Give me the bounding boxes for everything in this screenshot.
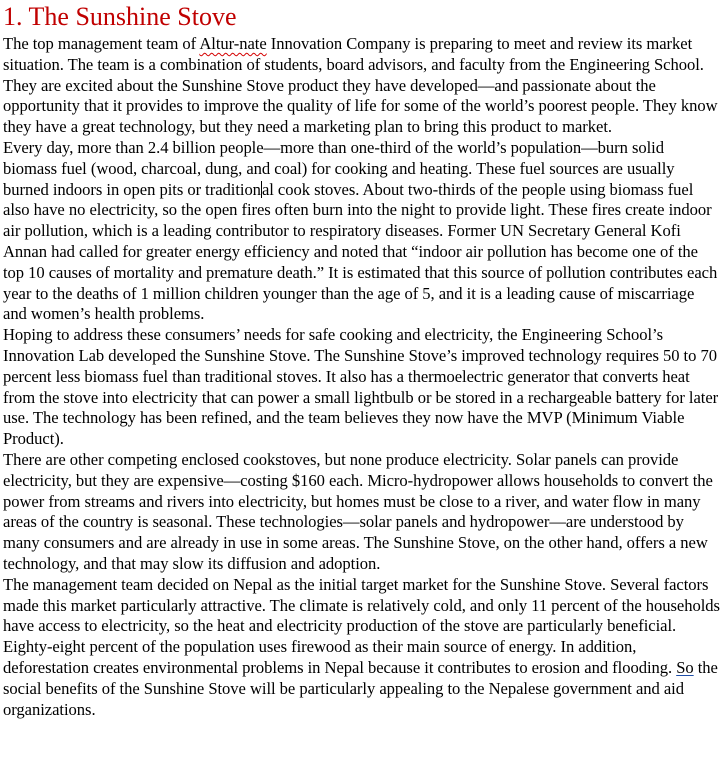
paragraph-nepal-text-start: The management team decided on Nepal as the initial target market for the Sunshine Stove. Several factors made this market particularly attractive. The climate is relatively cold, and only 11 percent of the households have access to electricity, so the heat and electricity production of the stove are particularly beneficial. Eighty-eight percent of the population uses firewood as their main source of energy. In addition, deforestation creates environmental problems in Nepal because it contributes to erosion and flooding. bbox=[3, 574, 720, 677]
paragraph-intro-text-end: Innovation Company is preparing to meet and review its market situation. The team is a combination of students, board advisors, and faculty from the Engineering School. They are excited about the Sunshine Stove product they have developed—and passionate about the opportunity that it provides to improve the quality of life for some of the world’s poorest people. They know they have a great technology, but they need a marketing plan to bring this product to market. bbox=[3, 34, 718, 137]
heading-number: 1. bbox=[3, 2, 23, 31]
section-heading bbox=[3, 2, 721, 34]
heading-title: The Sunshine Stove bbox=[28, 2, 237, 31]
paragraph-innovation-lab-text: Hoping to address these consumers’ needs for safe cooking and electricity, the Engineering School’s Innovation Lab developed the Sunshine Stove. The Sunshine Stove’s improved technology requires 50 to 70 percent less biomass fuel than traditional stoves. It also has a thermoelectric generator that converts heat from the stove into electricity that can power a small lightbulb or be stored in a rechargeable battery for later use. The technology has been refined, and the team believes they now have the MVP (Minimum Viable Product). bbox=[3, 325, 719, 449]
paragraph-biomass-text-start: Every day, more than 2.4 billion people—more than one-third of the world’s population—burn solid biomass fuel (wood, charcoal, dung, and coal) for cooking and heating. These fuel sources are usually burned indoors in open pits or tradition bbox=[3, 137, 675, 199]
paragraph-competition-text: There are other competing enclosed cookstoves, but none produce electricity. Solar panels can provide electricity, but they are expensive—costing $160 each. Micro-hydropower allows households to convert the power from streams and rivers into electricity, but homes must be close to a river, and water flow in many areas of the country is seasonal. These technologies—solar panels and hydropower—are understood by many consumers and are already in use in some areas. The Sunshine Stove, on the other hand, offers a new technology, and that may slow its diffusion and adoption. bbox=[3, 449, 713, 573]
document-body[interactable] bbox=[3, 2, 721, 720]
paragraph-biomass[interactable] bbox=[3, 138, 721, 325]
misspelled-word[interactable]: Altur-nate bbox=[199, 34, 267, 53]
paragraph-nepal-text-end: the social benefits of the Sunshine Stove will be particularly appealing to the Nepalese government and aid organizations. bbox=[3, 657, 718, 719]
paragraph-intro-text-start: The top management team of bbox=[3, 34, 200, 53]
paragraph-biomass-text-end: al cook stoves. About two-thirds of the people using biomass fuel also have no electricity, so the open fires often burn into the night to provide light. These fires create indoor air pollution, which is a leading contributor to respiratory diseases. Former UN Secretary General Kofi Annan had called for greater energy efficiency and noted that “indoor air pollution has become one of the top 10 causes of mortality and premature death.” It is estimated that this source of pollution contributes each year to the deaths of 1 million children younger than the age of 5, and it is a leading cause of miscarriage and women’s health problems. bbox=[3, 179, 718, 324]
paragraph-nepal[interactable] bbox=[3, 575, 721, 721]
grammar-flagged-word[interactable]: So bbox=[676, 657, 694, 677]
paragraph-competition[interactable] bbox=[3, 450, 721, 575]
paragraph-intro[interactable] bbox=[3, 34, 721, 138]
paragraph-innovation-lab[interactable] bbox=[3, 325, 721, 450]
